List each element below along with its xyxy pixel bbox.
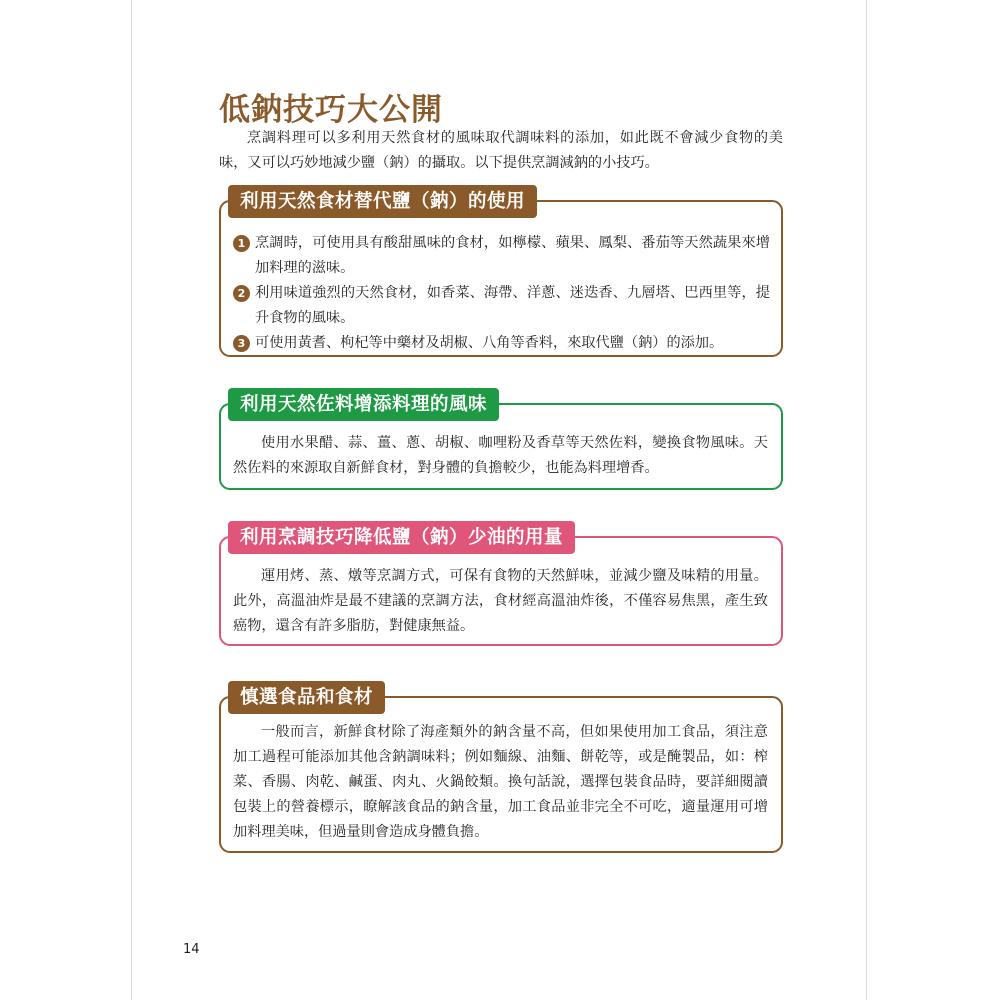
list-item — [233, 281, 770, 331]
number-2-icon: 2 — [233, 285, 250, 302]
section-1-list — [233, 231, 770, 356]
intro-paragraph: 烹調料理可以多利用天然食材的風味取代調味料的添加，如此既不會減少食物的美味，又可以巧妙地減少鹽（鈉）的攝取。以下提供烹調減鈉的小技巧。 — [219, 130, 783, 171]
number-3-icon: 3 — [233, 335, 250, 352]
section-2-heading: 利用天然佐料增添料理的風味 — [228, 388, 499, 421]
section-3-body: 運用烤、蒸、燉等烹調方式，可保有食物的天然鮮味，並減少鹽及味精的用量。此外，高溫油炸是最不建議的烹調方法，食材經高溫油炸後，不僅容易焦黑，產生致癌物，還含有許多脂肪，對健康無益。 — [233, 568, 768, 634]
list-item — [233, 231, 770, 281]
page-title: 低鈉技巧大公開 — [219, 92, 443, 128]
number-1-icon: 1 — [233, 235, 250, 252]
section-2-body: 使用水果醋、蒜、薑、蔥、胡椒、咖哩粉及香草等天然佐料，變換食物風味。天然佐料的來源取自新鮮食材，對身體的負擔較少，也能為料理增香。 — [233, 435, 768, 476]
section-4-body: 一般而言，新鮮食材除了海產類外的鈉含量不高，但如果使用加工食品，須注意加工過程可能添加其他含鈉調味料；例如麵線、油麵、餅乾等，或是醃製品，如：榨菜、香腸、肉乾、鹹蛋、肉丸、火鍋餃類。換句話說，選擇包裝食品時，要詳細閱讀包裝上的營養標示，瞭解該食品的鈉含量，加工食品並非完全不可吃，適量運用可增加料理美味，但過量則會造成身體負擔。 — [233, 724, 768, 840]
page-number: 14 — [183, 942, 200, 957]
section-1-heading: 利用天然食材替代鹽（鈉）的使用 — [228, 185, 537, 218]
section-3-heading: 利用烹調技巧降低鹽（鈉）少油的用量 — [228, 521, 575, 554]
list-item-text: 烹調時，可使用具有酸甜風味的食材，如檸檬、蘋果、鳳梨、番茄等天然蔬果來增加料理的滋味。 — [255, 235, 770, 276]
list-item — [233, 331, 770, 356]
list-item-text: 利用味道強烈的天然食材，如香菜、海帶、洋蔥、迷迭香、九層塔、巴西里等，提升食物的風味。 — [255, 285, 770, 326]
section-4-heading: 慎選食品和食材 — [228, 681, 385, 714]
list-item-text: 可使用黃耆、枸杞等中藥材及胡椒、八角等香料，來取代鹽（鈉）的添加。 — [255, 335, 724, 351]
